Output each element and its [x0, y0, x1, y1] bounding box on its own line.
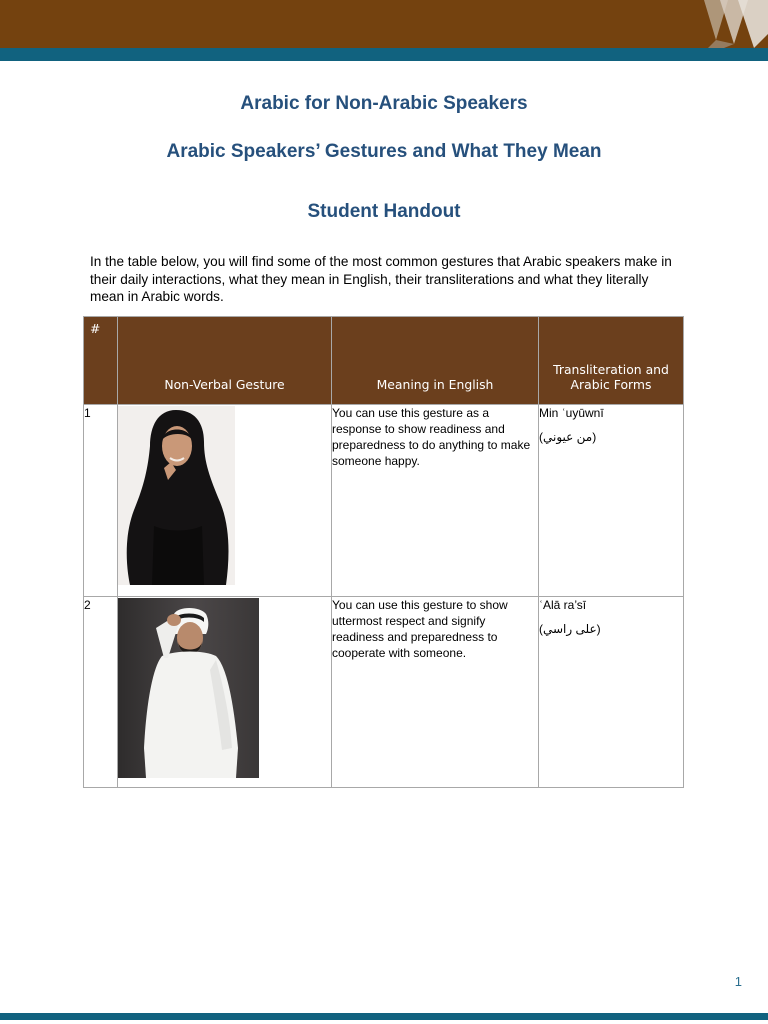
intro-paragraph: In the table below, you will find some of the most common gestures that Arabic speakers make in their daily interactions, what they mean in English, their transliterations and what they literally mean in Arabic words. [90, 254, 672, 304]
meaning-cell: You can use this gesture as a response to show readiness and preparedness to do anything to make someone happy. [332, 405, 539, 597]
column-header-gesture: Non-Verbal Gesture [118, 317, 332, 405]
page-number: 1 [734, 974, 742, 989]
transliteration-text: ʿAlā ra’sī [539, 598, 587, 612]
transliteration-cell [539, 405, 684, 597]
column-header-transliteration: Transliteration and Arabic Forms [539, 317, 684, 405]
row-number: 2 [84, 597, 118, 788]
table-header-row [84, 317, 684, 405]
table-row [84, 405, 684, 597]
man-gesture-photo [118, 598, 259, 778]
row-number: 1 [84, 405, 118, 597]
woman-gesture-photo [118, 406, 235, 585]
gesture-cell [118, 405, 332, 597]
transliteration-text: Min ʿuyūwnī [539, 406, 604, 420]
header-band [0, 0, 768, 48]
handout-title: Student Handout [307, 201, 461, 222]
header-triangle-decoration [698, 0, 768, 48]
arabic-form-text: (من عيوني) [539, 430, 597, 444]
table-row [84, 597, 684, 788]
header-stripe [0, 48, 768, 61]
gesture-cell [118, 597, 332, 788]
footer-stripe [0, 1013, 768, 1020]
transliteration-cell [539, 597, 684, 788]
course-title: Arabic for Non-Arabic Speakers [240, 93, 528, 114]
meaning-cell: You can use this gesture to show uttermost respect and signify readiness and preparedness to cooperate with someone. [332, 597, 539, 788]
gestures-table [83, 316, 684, 788]
column-header-number: # [84, 317, 118, 405]
column-header-meaning: Meaning in English [332, 317, 539, 405]
arabic-form-text: (على راسي) [539, 622, 601, 636]
topic-title: Arabic Speakers’ Gestures and What They Mean [166, 141, 602, 162]
